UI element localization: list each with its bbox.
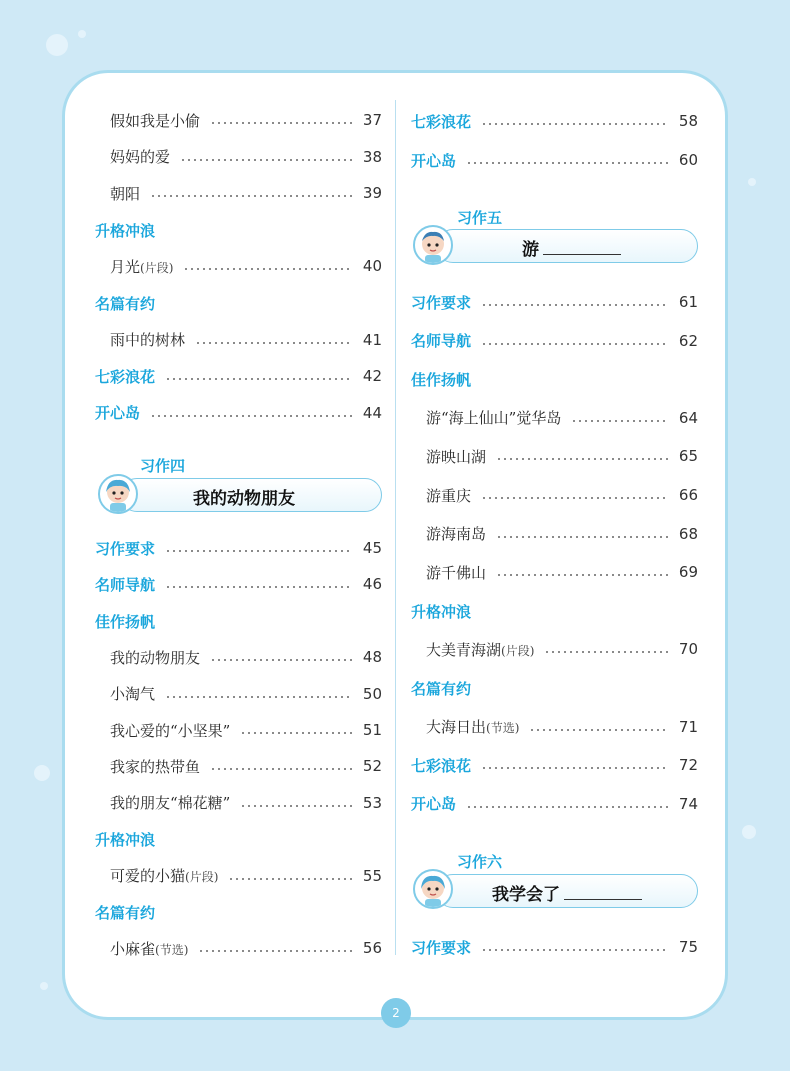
toc-section-entry[interactable] <box>95 362 382 390</box>
child-avatar-icon <box>98 474 138 514</box>
dot-leader <box>165 586 353 588</box>
dot-leader <box>481 123 669 125</box>
toc-entry[interactable] <box>110 716 382 744</box>
toc-entry-title <box>110 756 200 777</box>
toc-entry-title <box>95 538 155 559</box>
unit-label: 习作五 <box>457 209 503 227</box>
toc-entry[interactable] <box>110 934 382 962</box>
dot-leader <box>210 122 353 124</box>
toc-entry[interactable] <box>110 789 382 817</box>
toc-entry-title-text: 开心岛 <box>95 404 141 423</box>
dot-leader <box>496 458 669 460</box>
dot-leader <box>228 878 353 880</box>
toc-entry-title-text: 小淘气 <box>110 685 156 704</box>
decor-bubble <box>40 982 48 990</box>
toc-page-number: 65 <box>678 447 698 466</box>
toc-page-number: 53 <box>362 793 382 812</box>
toc-section-heading: 名篇有约 <box>95 295 156 313</box>
toc-entry[interactable] <box>110 326 382 354</box>
toc-section-entry[interactable] <box>411 790 698 818</box>
toc-entry-title <box>426 407 561 428</box>
dot-leader <box>481 343 669 345</box>
toc-page-number: 37 <box>362 111 382 129</box>
toc-entry-title-text: 我家的热带鱼 <box>110 757 201 776</box>
toc-page-number: 45 <box>362 539 382 557</box>
fill-in-blank <box>564 899 642 900</box>
unit-title-text: 我学会了 <box>492 885 560 905</box>
toc-section-heading: 升格冲浪 <box>95 831 156 850</box>
toc-entry[interactable] <box>110 680 382 708</box>
toc-entry[interactable] <box>110 643 382 671</box>
toc-entry[interactable] <box>426 481 698 509</box>
dot-leader <box>466 806 669 808</box>
toc-page-number: 51 <box>362 721 382 739</box>
unit-label: 习作四 <box>140 457 186 475</box>
toc-section-heading: 佳作扬帆 <box>411 371 472 390</box>
toc-entry[interactable] <box>110 106 382 134</box>
toc-entry-title-text: 开心岛 <box>411 795 457 814</box>
toc-page-number: 41 <box>362 330 382 349</box>
toc-entry-title <box>95 402 140 423</box>
unit-label: 习作六 <box>457 853 503 871</box>
dot-leader <box>195 342 353 344</box>
toc-entry-title <box>411 937 471 958</box>
toc-entry[interactable] <box>426 404 698 432</box>
toc-entry-title <box>110 146 170 167</box>
toc-entry-title <box>110 329 185 350</box>
toc-entry[interactable] <box>110 862 382 890</box>
toc-entry-title <box>95 366 155 387</box>
toc-entry[interactable] <box>110 252 382 280</box>
unit-title: 我的动物朋友 <box>193 489 295 509</box>
dot-leader <box>481 497 669 499</box>
toc-page-number: 40 <box>362 257 382 276</box>
dot-leader <box>240 805 353 807</box>
decor-bubble <box>34 765 50 781</box>
dot-leader <box>150 415 353 417</box>
dot-leader <box>210 768 353 770</box>
dot-leader <box>165 550 353 552</box>
toc-entry-title-text: 七彩浪花 <box>411 112 472 131</box>
toc-entry-title <box>426 716 519 737</box>
toc-entry-title-text: 月光 <box>110 257 141 276</box>
toc-entry-title-text: 假如我是小偷 <box>110 111 201 130</box>
toc-entry[interactable] <box>110 143 382 171</box>
toc-entry[interactable] <box>110 752 382 780</box>
toc-page-number: 56 <box>362 939 382 958</box>
toc-entry[interactable] <box>426 558 698 586</box>
toc-entry-title <box>411 793 456 814</box>
toc-page-number: 58 <box>678 112 698 130</box>
toc-entry-title-text: 习作要求 <box>95 539 156 558</box>
dot-leader <box>481 767 669 769</box>
toc-entry-title-text: 我心爱的“小坚果” <box>110 721 231 740</box>
toc-entry-title <box>426 446 486 467</box>
toc-entry-title-text: 游映山湖 <box>426 447 487 466</box>
toc-entry-title-text: 小麻雀 <box>110 939 156 958</box>
toc-entry-note: (节选) <box>486 721 520 736</box>
page-number: 2 <box>381 998 411 1028</box>
toc-entry-title <box>411 330 471 351</box>
dot-leader <box>150 195 353 197</box>
toc-entry-title <box>110 110 200 131</box>
toc-section-entry[interactable] <box>411 327 698 355</box>
toc-page-number: 62 <box>678 331 698 350</box>
toc-section-entry[interactable] <box>411 933 698 961</box>
toc-entry-title-text: 名师导航 <box>411 332 472 351</box>
toc-entry-title <box>426 562 486 583</box>
toc-entry-note: (节选) <box>155 942 189 957</box>
toc-entry-title-text: 游千佛山 <box>426 563 487 582</box>
toc-entry[interactable] <box>426 520 698 548</box>
toc-entry-note: (片段) <box>140 260 174 275</box>
dot-leader <box>529 729 669 731</box>
toc-page-number: 72 <box>678 756 698 775</box>
toc-section-heading: 升格冲浪 <box>411 602 472 621</box>
dot-leader <box>183 268 353 270</box>
dot-leader <box>571 420 669 422</box>
toc-page-number: 71 <box>678 717 698 736</box>
dot-leader <box>466 162 669 164</box>
dot-leader <box>240 732 353 734</box>
toc-entry-title <box>110 683 155 704</box>
toc-entry-title-text: 我的朋友“棉花糖” <box>110 794 231 813</box>
toc-entry-title <box>110 938 188 959</box>
toc-page-number: 42 <box>362 367 382 386</box>
dot-leader <box>165 696 353 698</box>
dot-leader <box>198 950 353 952</box>
toc-page-number: 66 <box>678 486 698 504</box>
toc-page-number: 61 <box>678 293 698 311</box>
toc-page-number: 50 <box>362 684 382 703</box>
toc-entry-title <box>110 720 230 741</box>
toc-entry-title-text: 大美青海湖 <box>426 640 502 659</box>
decor-bubble <box>78 30 86 38</box>
toc-entry-title-text: 大海日出 <box>426 718 487 737</box>
toc-entry[interactable] <box>426 442 698 470</box>
toc-entry-title-text: 游海南岛 <box>426 525 487 544</box>
toc-entry-title <box>411 292 471 313</box>
toc-page-number: 55 <box>362 866 382 885</box>
toc-entry-title <box>110 792 230 813</box>
toc-entry-title <box>411 755 471 776</box>
toc-page-number: 52 <box>362 757 382 776</box>
child-avatar-icon <box>413 225 453 265</box>
toc-entry-title <box>95 574 155 595</box>
toc-entry-title-text: 游“海上仙山”觉华岛 <box>426 409 562 428</box>
toc-entry-title <box>110 256 173 277</box>
toc-page-number: 38 <box>362 147 382 166</box>
dot-leader <box>544 651 669 653</box>
toc-entry-title-text: 习作要求 <box>411 938 472 957</box>
toc-page-number: 44 <box>362 403 382 422</box>
toc-entry[interactable] <box>426 713 698 741</box>
toc-section-heading: 佳作扬帆 <box>95 612 156 631</box>
dot-leader <box>180 159 353 161</box>
toc-entry-title-text: 习作要求 <box>411 293 472 312</box>
toc-entry-title-text: 七彩浪花 <box>95 367 156 386</box>
toc-entry[interactable] <box>426 635 698 663</box>
toc-entry-title-text: 妈妈的爱 <box>110 148 171 167</box>
toc-entry-title-text: 游重庆 <box>426 486 472 505</box>
toc-entry-title <box>426 485 471 506</box>
toc-section-entry[interactable] <box>411 288 698 316</box>
toc-entry-title-text: 名师导航 <box>95 575 156 594</box>
unit-title <box>522 235 621 260</box>
dot-leader <box>481 304 669 306</box>
toc-entry-note: (片段) <box>185 870 219 885</box>
toc-page-number: 48 <box>362 648 382 667</box>
fill-in-blank <box>543 254 621 255</box>
toc-page-number: 70 <box>678 640 698 659</box>
toc-page-number: 75 <box>678 938 698 956</box>
dot-leader <box>481 949 669 951</box>
toc-page-number: 74 <box>678 794 698 813</box>
toc-entry[interactable] <box>110 179 382 207</box>
toc-entry-title <box>426 523 486 544</box>
toc-page-number: 39 <box>362 184 382 203</box>
toc-section-entry[interactable] <box>95 570 382 598</box>
toc-page-number: 64 <box>678 408 698 427</box>
toc-section-heading: 名篇有约 <box>411 680 472 698</box>
dot-leader <box>496 574 669 576</box>
toc-section-entry[interactable] <box>411 751 698 779</box>
toc-section-entry[interactable] <box>411 107 698 135</box>
column-divider <box>395 100 396 955</box>
toc-entry-title <box>110 865 218 886</box>
dot-leader <box>165 378 353 380</box>
toc-section-entry[interactable] <box>95 534 382 562</box>
toc-page-number: 46 <box>362 575 382 594</box>
toc-section-entry[interactable] <box>411 146 698 174</box>
toc-section-heading: 名篇有约 <box>95 904 156 922</box>
decor-bubble <box>748 178 756 186</box>
toc-section-heading: 升格冲浪 <box>95 221 156 240</box>
dot-leader <box>210 659 353 661</box>
toc-entry-title <box>110 183 140 204</box>
unit-title <box>492 880 642 905</box>
toc-entry-title-text: 七彩浪花 <box>411 756 472 775</box>
toc-page-number: 69 <box>678 563 698 582</box>
toc-entry-title <box>110 647 200 668</box>
dot-leader <box>496 536 669 538</box>
toc-page-number: 68 <box>678 524 698 543</box>
decor-bubble <box>46 34 68 56</box>
child-avatar-icon <box>413 869 453 909</box>
toc-entry-title <box>426 639 534 660</box>
toc-entry-title-text: 雨中的树林 <box>110 331 186 350</box>
toc-entry-title <box>411 150 456 171</box>
toc-entry-title-text: 朝阳 <box>110 184 141 203</box>
decor-bubble <box>742 825 756 839</box>
toc-section-entry[interactable] <box>95 399 382 427</box>
unit-title-text: 游 <box>522 240 539 260</box>
toc-entry-title-text: 可爱的小猫 <box>110 867 186 886</box>
toc-entry-title-text: 开心岛 <box>411 151 457 170</box>
toc-entry-note: (片段) <box>501 643 535 658</box>
toc-entry-title <box>411 111 471 132</box>
toc-entry-title-text: 我的动物朋友 <box>110 648 201 667</box>
toc-page-number: 60 <box>678 151 698 169</box>
